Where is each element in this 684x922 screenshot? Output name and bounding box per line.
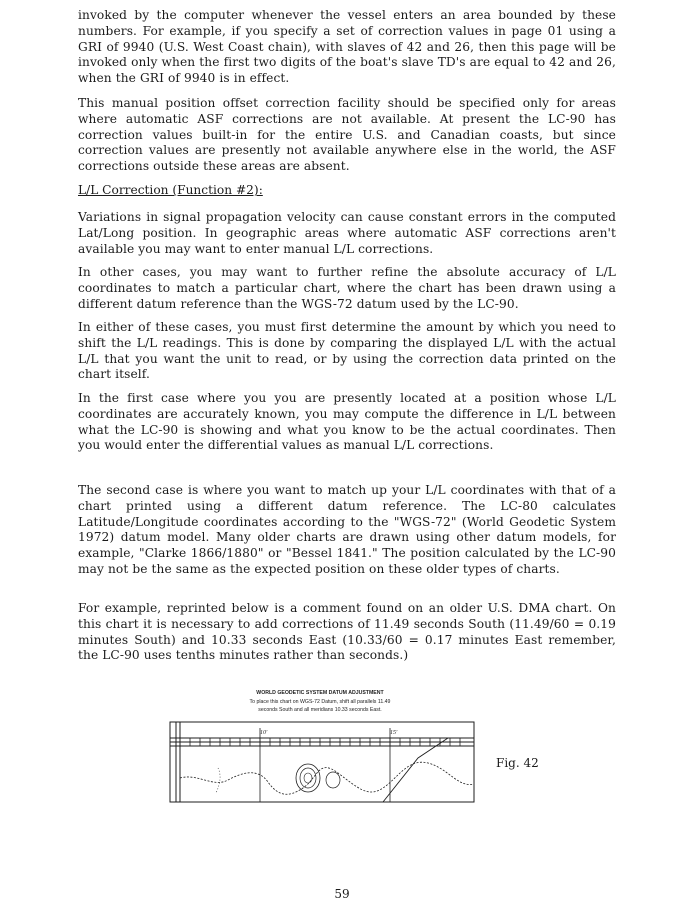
tick-label-15: 15' — [390, 730, 398, 736]
paragraph-asf-page-invocation: invoked by the computer whenever the vessel enters an area bounded by these numbers. For example, if you specify a set of correction values in page 01 using a GRI of 9940 (U.S. West Coast chain), with slaves of 42 and 26, then this page will be invoked only when the first two digits of the boat's slave TD's are equal to 42 and 26, when the GRI of 9940 is in effect. — [78, 8, 616, 86]
paragraph-refine-accuracy: In other cases, you may want to further refine the absolute accuracy of L/L coordinates to match a particular chart, where the chart has been drawn using a different datum reference than the WGS-72 datum used by the LC-90. — [78, 265, 616, 311]
tick-label-10: 10' — [260, 730, 268, 736]
section-heading: L/L Correction (Function #2): — [78, 183, 263, 197]
paragraph-first-case: In the first case where you you are presently located at a position whose L/L coordinates are accurately known, you may compute the difference in L/L between what the LC-90 is showing and what you know to be the actual coordinates. Then you would enter the differential values as manual L/L corrections. — [78, 391, 616, 453]
paragraph-signal-propagation: Variations in signal propagation velocity can cause constant errors in the computed Lat/Long position. In geographic areas where automatic ASF corrections aren't available you may want to enter manual L/L corrections. — [78, 210, 616, 256]
paragraph-second-case: The second case is where you want to match up your L/L coordinates with that of a chart printed using a different datum reference. The LC-80 calculates Latitude/Longitude coordinates according to the "WGS-72" (World Geodetic System 1972) datum model. Many older charts are drawn using other datum models, for example, "Clarke 1866/1880" or "Bessel 1841." The position calculated by the LC-90 may not be the same as the expected position on these older types of charts. — [78, 483, 616, 576]
paragraph-manual-offset: This manual position offset correction facility should be specified only for areas where automatic ASF corrections are not available. At present the LC-90 has correction values built-in for the entire U.S. and Canadian coasts, but since correction values are presently not available anywhere else in the world, the ASF corrections outside these areas are absent. — [78, 96, 616, 174]
figure-caption-title: WORLD GEODETIC SYSTEM DATUM ADJUSTMENT — [256, 690, 384, 696]
figure-caption-line-2: seconds South and all meridians 10.33 seconds East. — [258, 707, 382, 713]
figure-caption-line-1: To place this chart on WGS-72 Datum, shift all parallels 11.49 — [249, 699, 391, 705]
paragraph-determine-shift: In either of these cases, you must first determine the amount by which you need to shift the L/L readings. This is done by comparing the displayed L/L with the actual L/L that you want the unit to read, or by using the correction data printed on the chart itself. — [78, 320, 616, 382]
figure-label: Fig. 42 — [496, 756, 539, 770]
paragraph-example: For example, reprinted below is a comment found on an older U.S. DMA chart. On this chart it is necessary to add corrections of 11.49 seconds South (11.49/60 = 0.19 minutes South) and 10.33 seconds East (10.33/60 = 0.17 minutes East remember, the LC-90 uses tenths minutes rather than seconds.) — [78, 601, 616, 663]
coastline — [180, 762, 474, 794]
chart-excerpt-figure — [168, 718, 478, 804]
chart-border — [170, 722, 474, 802]
page-number: 59 — [334, 887, 350, 901]
